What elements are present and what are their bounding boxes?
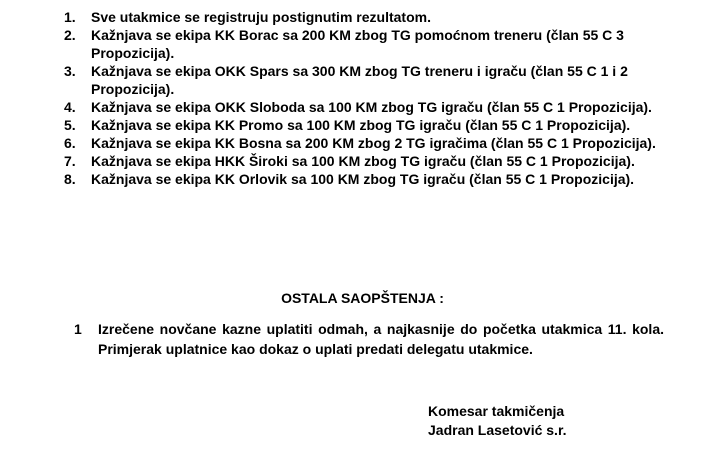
item-number: 6. [64,135,76,151]
item-number: 1. [64,9,76,25]
item-number: 7. [64,153,76,169]
item-text: Kažnjava se ekipa OKK Spars sa 300 KM zbog TG treneru i igraču (član 55 C 1 i 2 Propozicija). [91,63,628,97]
notice-number: 1 [74,321,82,337]
list-item [64,116,704,134]
list-item [64,98,704,116]
item-number: 2. [64,27,76,43]
item-number: 3. [64,63,76,79]
section-title [0,289,717,307]
decisions-list [64,8,704,188]
item-text: Sve utakmice se registruju postignutim rezultatom. [91,9,431,25]
item-text: Kažnjava se ekipa KK Borac sa 200 KM zbog TG pomoćnom treneru (član 55 C 3 Propozicija). [91,27,624,61]
signature-role: Komesar takmičenja [428,403,565,419]
notice-item [74,319,664,359]
item-text: Kažnjava se ekipa KK Promo sa 100 KM zbog TG igraču (član 55 C 1 Propozicija). [91,117,631,133]
section-title-text: OSTALA SAOPŠTENJA : [281,290,444,306]
item-number: 5. [64,117,76,133]
item-text: Kažnjava se ekipa KK Bosna sa 200 KM zbog 2 TG igračima (član 55 C 1 Propozicija). [91,135,656,151]
signature-name: Jadran Lasetović s.r. [428,422,567,438]
item-text: Kažnjava se ekipa KK Orlovik sa 100 KM zbog TG igraču (član 55 C 1 Propozicija). [91,171,635,187]
list-item [64,170,704,188]
signature-block [428,402,567,440]
item-number: 8. [64,171,76,187]
item-text: Kažnjava se ekipa OKK Sloboda sa 100 KM zbog TG igraču (član 55 C 1 Propozicija). [91,99,652,115]
list-item [64,8,704,26]
list-item [64,62,704,98]
notice-text: Izrečene novčane kazne uplatiti odmah, a najkasnije do početka utakmica 11. kola. Primjerak uplatnice kao dokaz o uplati predati delegatu utakmice. [98,321,664,357]
item-text: Kažnjava se ekipa HKK Široki sa 100 KM zbog TG igraču (član 55 C 1 Propozicija). [91,153,635,169]
list-item [64,134,704,152]
list-item [64,26,704,62]
item-number: 4. [64,99,76,115]
list-item [64,152,704,170]
